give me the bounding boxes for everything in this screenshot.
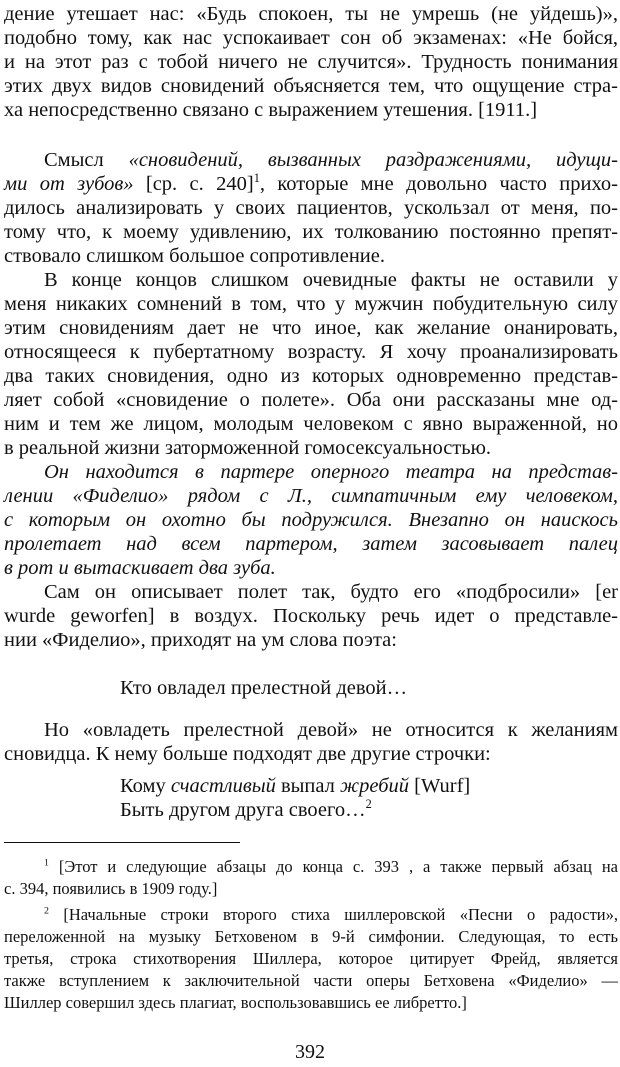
italic-phrase: «сновидений, вызванных раздражениями, идущи- xyxy=(128,149,618,171)
footnote-line: Шиллер совершил здесь плагиат, воспользовавшись ее либретто.] xyxy=(4,993,467,1012)
footnote-line: также вступлением к заключительной части оперы Бетховена «Фиделио» — xyxy=(4,971,618,990)
dream-report-line: с которым он охотно бы подружился. Внезапно он наискось xyxy=(4,509,618,531)
footnote-ref-2: 2 xyxy=(365,797,372,812)
footnote-1 xyxy=(44,856,618,878)
body-line: тому что, к моему удивлению, их толкованию постоянно препят- xyxy=(4,221,618,243)
body-line: дилось анализировать у своих пациентов, ускользал от меня, по- xyxy=(4,197,618,219)
body-text: [Wurf] xyxy=(409,775,471,797)
footnote-text: [Начальные строки второго стиха шиллеровской «Песни о радости», xyxy=(48,905,618,924)
footnote-mark: 1 xyxy=(44,857,49,869)
body-line: меня никаких сомнений в том, что у мужчин побудительную силу xyxy=(4,293,618,315)
dream-report-line: Он находится в партере оперного театра на представ- xyxy=(44,461,618,483)
body-line: в реальной жизни заторможенной гомосексуальностью. xyxy=(4,437,492,459)
body-line: относящееся к пубертатному возрасту. Я хочу проанализировать xyxy=(4,341,618,363)
body-text: , которые мне довольно часто прихо- xyxy=(259,173,618,195)
footnote-ref-1: 1 xyxy=(253,171,260,186)
paragraph-first-line xyxy=(44,148,618,172)
body-text: Смысл xyxy=(44,149,129,171)
body-line: подобно тому, как нас успокаивает сон об экзаменах: «Не бойся, xyxy=(4,27,618,49)
dream-report-line: пролетает над всем партером, затем засовывает палец xyxy=(4,533,618,555)
italic-phrase: ми от зубов» xyxy=(4,173,134,195)
footnote-divider xyxy=(4,842,240,843)
footnote-line: переложенной на музыку Бетховеном в 9-й симфонии. Следующая, то есть xyxy=(4,927,618,946)
body-text: выпал xyxy=(275,775,341,797)
italic-word: счастливый xyxy=(170,775,276,797)
paragraph-first-line: Сам он описывает полет так, будто его «подбросили» [er xyxy=(44,581,618,603)
footnote-line: третья, строка стихотворения Шиллера, которое цитирует Фрейд, является xyxy=(4,949,618,968)
paragraph-first-line: В конце концов слишком очевидные факты не оставили у xyxy=(44,269,618,291)
footnote-text: [Этот и следующие абзацы до конца с. 393 , а также первый абзац на xyxy=(48,857,618,876)
body-line: этим сновидениям дает не что иное, как желание онанировать, xyxy=(4,317,618,339)
body-line: сновидца. К нему больше подходят две другие строчки: xyxy=(4,743,491,765)
body-line: ствовало слишком большое сопротивление. xyxy=(4,245,385,267)
body-text: [ср. с. 240] xyxy=(133,173,254,195)
body-line: дение утешает нас: «Будь спокоен, ты не умрешь (не уйдешь)», xyxy=(4,3,618,25)
body-line: два таких сновидения, одно из которых одновременно представ- xyxy=(4,365,618,387)
footnote-2 xyxy=(44,904,618,926)
paragraph-first-line: Но «овладеть прелестной девой» не относится к желаниям xyxy=(44,719,618,741)
verse-quote xyxy=(120,774,618,798)
body-line: ха непосредственно связано с выражением утешения. [1911.] xyxy=(4,99,538,121)
body-line: и на этот раз с тобой ничего не случится». Трудность понимания xyxy=(4,51,618,73)
body-text: Кому xyxy=(120,775,171,797)
verse-quote: Кто овладел прелестной девой… xyxy=(120,677,408,699)
dream-report-line: лении «Фиделио» рядом с Л., симпатичным ему человеком, xyxy=(4,485,618,507)
footnote-mark: 2 xyxy=(44,905,49,917)
page-number: 392 xyxy=(295,1041,325,1063)
body-line: ним и тем же лицом, молодым человеком с явно выраженной, но xyxy=(4,413,618,435)
body-line: wurde geworfen] в воздух. Поскольку речь идет о представле- xyxy=(4,605,618,627)
body-line xyxy=(4,172,618,196)
footnote-line: с. 394, появились в 1909 году.] xyxy=(4,879,218,898)
body-line: ляет собой «сновидение о полете». Оба они рассказаны мне од- xyxy=(4,389,618,411)
italic-word: жребий xyxy=(340,775,410,797)
body-line: нии «Фиделио», приходят на ум слова поэта: xyxy=(4,629,397,651)
dream-report-line: в рот и вытаскивает два зуба. xyxy=(4,557,276,579)
body-text: Быть другом друга своего… xyxy=(120,799,366,821)
verse-quote xyxy=(120,798,618,822)
body-line: этих двух видов сновидений объясняется тем, что ощущение стра- xyxy=(4,75,618,97)
